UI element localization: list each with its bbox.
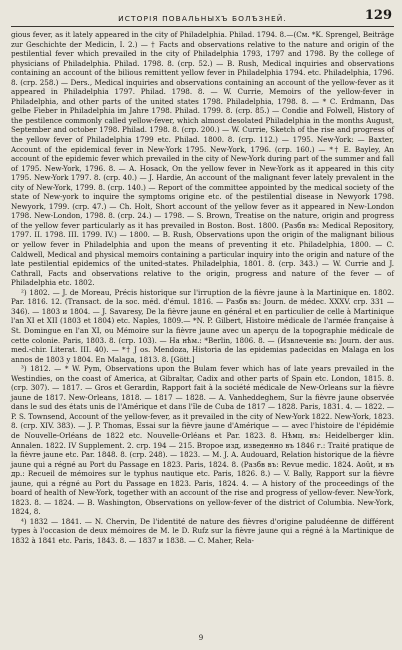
page-number: 129 bbox=[364, 8, 392, 23]
footnote-paragraph: ³) 1812. — * W. Pym, Observations upon the Bulam fever which has of late years prevailed in the Westindies, on the coast of America, at Gibraltar, Cadix and other parts of Spain etc. London, 1815. 8. (crp. 307). — 1817. — Gros et Gerardin, Rapport fait à la société médicale de New-Orleans sur la fièvre jaune de 1817. New-Orleans, 1818. — 1817 — 1828. — A. Vanheddeghem, Sur la fièvre jaune observée dans le sud des états unis de l'Amérique et dans l'île de Cuba de 1817 — 1828. Paris, 1831. 4. — 1822. — P. S. Townsend, Account of the yellow-fever, as it prevailed in the city of New-York 1822. New-York, 1823. 8. (crp. XIV. 383). — J. P. Thomas, Essai sur la fièvre jaune d'Amérique — — avec l'histoire de l'épidémie de Nouvelle-Orléans de 1822 etc. Nouvelle-Orléans et Par. 1823. 8. Нѣмц. въ: Heidelberger klin. Annalen. 1822. IV Supplement. 2. crp. 194 — 215. Второе изд, изведенно въ 1846 г.: Traité pratique de la fièvre jaune etc. Par. 1848. 8. (crp. 248). — 1823. — M. J. A. Audouard, Relation historique de la fièvre jaune qui a régné au Port du Passage en 1823. Paris, 1824. 8. (Разбв въ: Revue medic. 1824. Août, и въ др.: Recueil de mémoires sur le typhus nautique etc. Paris, 1826. 8.) — V. Bally, Rapport sur la fièvre jaune, qui a régné au Port du Passage en 1823. Paris, 1824. 4. — A history of the proceedings of the board of health of New-York, together with an account of the rise and progress of yellow-fever. New-York, 1823. 8. — 1824. — B. Washington, Observations on yellow-fever of the district of Columbia. New-York, 1824, 8. bbox=[11, 364, 394, 517]
footnote-paragraph: ⁴) 1832 — 1841. — N. Chervin, De l'identité de nature des fièvres d'origine paludéenne de différent types à l'occasion de deux mémoires de M. le D. Rufz sur la fièvre jaune qui a régné à la Martinique de 1832 à 1841 etc. Paris, 1843. 8. — 1837 и 1838. — C. Maher, Rela- bbox=[11, 516, 394, 545]
running-title: ИСТОРІЯ ПОВАЛЬНЫХЪ БОЛѢЗНЕЙ. bbox=[118, 14, 287, 23]
footnotes-body bbox=[11, 30, 394, 546]
footnote-paragraph: gious fever, as it lately appeared in the city of Philadelphia. Philad. 1794. 8.—(Cм. *K. Sprengel, Beiträge zur Geschichte der Medicin, I. 2.) — † Facts and observations relative to the nature and origin of the pestilential fever which prevailed in the city of Philadelphia 1793, 1797 and 1798. By the college of physicians of Philadelphia. Philad. 1798. 8. (crp. 52.) — B. Rush, Medical inquiries and observations containing an account of the bilious remittent yellow fever in Philadelphia 1794. etc. Philadelphia, 1796. 8. (crp. 258.) — Ders., Medical inquiries and observations containing an account of the yellow-fever as it appeared in Philadelphia 1797. Philad. 1798. 8. — W. Currie, Memoirs of the yellow-fever in Philadelphia, and other parts of the united states 1798. Philadelphia, 1798. 8. — * C. Erdmann, Das gelbe Fieber in Philadelphia im Jahre 1798. Philad. 1799. 8. (crp. 85.) — Condie and Folwell, History of the pestilence commonly called yellow-fever, which almost desolated Philadelphia in the months August, September and october 1798. Philad. 1798. 8. (crp. 200.) — W. Currie, Sketch of the rise and progress of the yellow fever of Philadelphia 1799 etc. Philad. 1800. 8. (crp. 112.) — 1795. New-York: — Baxter, Account of the epidemical fever in New-York 1795. New-York, 1796. (crp. 160.) — *† E. Bayley, An account of the epidemic fever which prevailed in the city of New-York during part of the summer and fall of 1795. New-York, 1796. 8. — A. Hosack, On the yellow fever in New-York as it appeared in this city 1795. New-York 1797. 8. (crp. 40.) — J. Hardie, An account of the malignant fever lately prevalent in the city of New-York, 1799. 8. (crp. 140.) — Report of the committee appointed by the medical society of the state of New-york to inquire the symptoms origine etc. of the pestilential disease in Newyork 1798. Newyork, 1799. (crp. 47.) — Ch. Holt, Short account of the yellow fever as it appeared in New-London 1798. New-London, 1798. 8. (crp. 24.) — 1798. — S. Brown, Treatise on the nature, origin and progress of the yellow fever particularly as it has prevailed in Boston. Bost. 1800. (Разбв въ: Medical Repository, 1797. II. 1798. III. 1799. IV.) — 1800. — B. Rush, Observations upon the origin of the malignant bilious or yellow fever in Philadelphia and upon the means of preventing it etc. Philadelphia, 1800. — C. Caldwell, Medical and physical memoirs containing a particular inquiry into the origin and nature of the late pestilential epidemics of the united-states. Philadelphia, 1801. 8. (crp. 343.) — W. Currie and J. Cathrall, Facts and observations relative to the origin, progress and nature of the fever — of Philadelphia etc. 1802. bbox=[11, 30, 394, 288]
page-header bbox=[11, 8, 394, 27]
signature-mark: 9 bbox=[198, 634, 204, 642]
footnote-paragraph: ²) 1802. — J. de Moreau, Précis historique sur l'irruption de la fièvre jaune à la Martinique en. 1802. Par. 1816. 12. (Transact. de la soc. méd. d'émul. 1816. — Разбв въ: Journ. de médec. XXXV. crp. 331 — 346). — 1803 и 1804. — J. Savaresy, De la fièvre jaune en général et en particulier de celle à Martinique l'an XI et XII (1803 et 1804) etc. Naples, 1809.— *N. P. Gilbert, Histoire médicale de l'armée française à St. Domingue en l'an XI, ou Mémoire sur la fièvre jaune avec un aperçu de la topographie médicale de cette colonie. Paris, 1803. 8. (crp. 103). — На нѣм.: *Berlin, 1806. 8. — (Извлеченіе въ: Journ. der aus. med.-chir. Literat. III. 40). — *† J os. Mendoza, Historia de las epidemias padecidas en Malaga en los annos de 1803 y 1804. En Malaga, 1813. 8. [Gött.] bbox=[11, 287, 394, 364]
